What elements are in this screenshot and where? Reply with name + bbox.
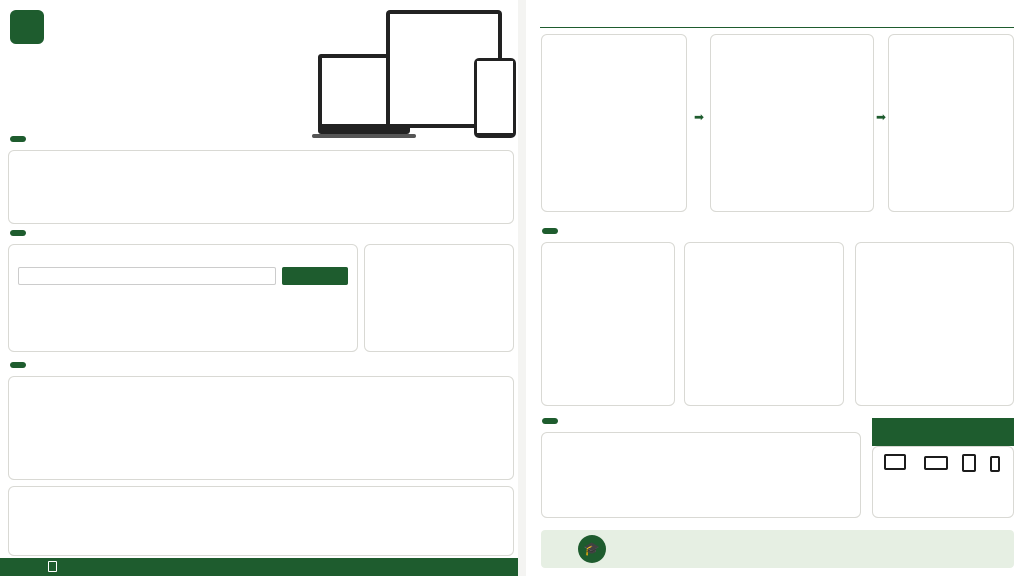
arrow-icon: ➡ bbox=[694, 110, 705, 124]
example1-card bbox=[541, 242, 675, 406]
solve-button[interactable] bbox=[282, 267, 348, 285]
phone-icon bbox=[990, 456, 1000, 472]
laptop-base bbox=[312, 134, 416, 138]
section-header-mas bbox=[542, 228, 558, 234]
step1-card bbox=[541, 34, 687, 212]
carac-card bbox=[541, 432, 861, 518]
expression-input[interactable] bbox=[18, 267, 276, 285]
porque-card bbox=[8, 486, 514, 556]
section-header-tipos bbox=[10, 362, 26, 368]
arrow-icon: ➡ bbox=[876, 110, 887, 124]
bottom-banner bbox=[541, 530, 1014, 568]
example2-card bbox=[684, 242, 844, 406]
desktop-icon bbox=[884, 454, 906, 470]
section-header-pantalla bbox=[10, 230, 26, 236]
logo bbox=[10, 10, 44, 44]
footer bbox=[0, 558, 518, 576]
graduation-cap-icon: 🎓 bbox=[578, 535, 606, 563]
tablet-icon bbox=[962, 454, 976, 472]
divider bbox=[540, 27, 1014, 28]
calculator-icon bbox=[48, 561, 57, 572]
example3-card bbox=[855, 242, 1014, 406]
laptop-icon bbox=[924, 456, 948, 470]
quick-examples-card bbox=[364, 244, 514, 352]
section-header-carac bbox=[542, 418, 558, 424]
tipos-card bbox=[8, 376, 514, 480]
que-card bbox=[8, 150, 514, 224]
calc-card bbox=[8, 244, 358, 352]
step2-card bbox=[710, 34, 874, 212]
section-header-que bbox=[10, 136, 26, 142]
phone-illustration bbox=[474, 58, 516, 138]
compat-header bbox=[872, 418, 1014, 446]
step3-card bbox=[888, 34, 1014, 212]
